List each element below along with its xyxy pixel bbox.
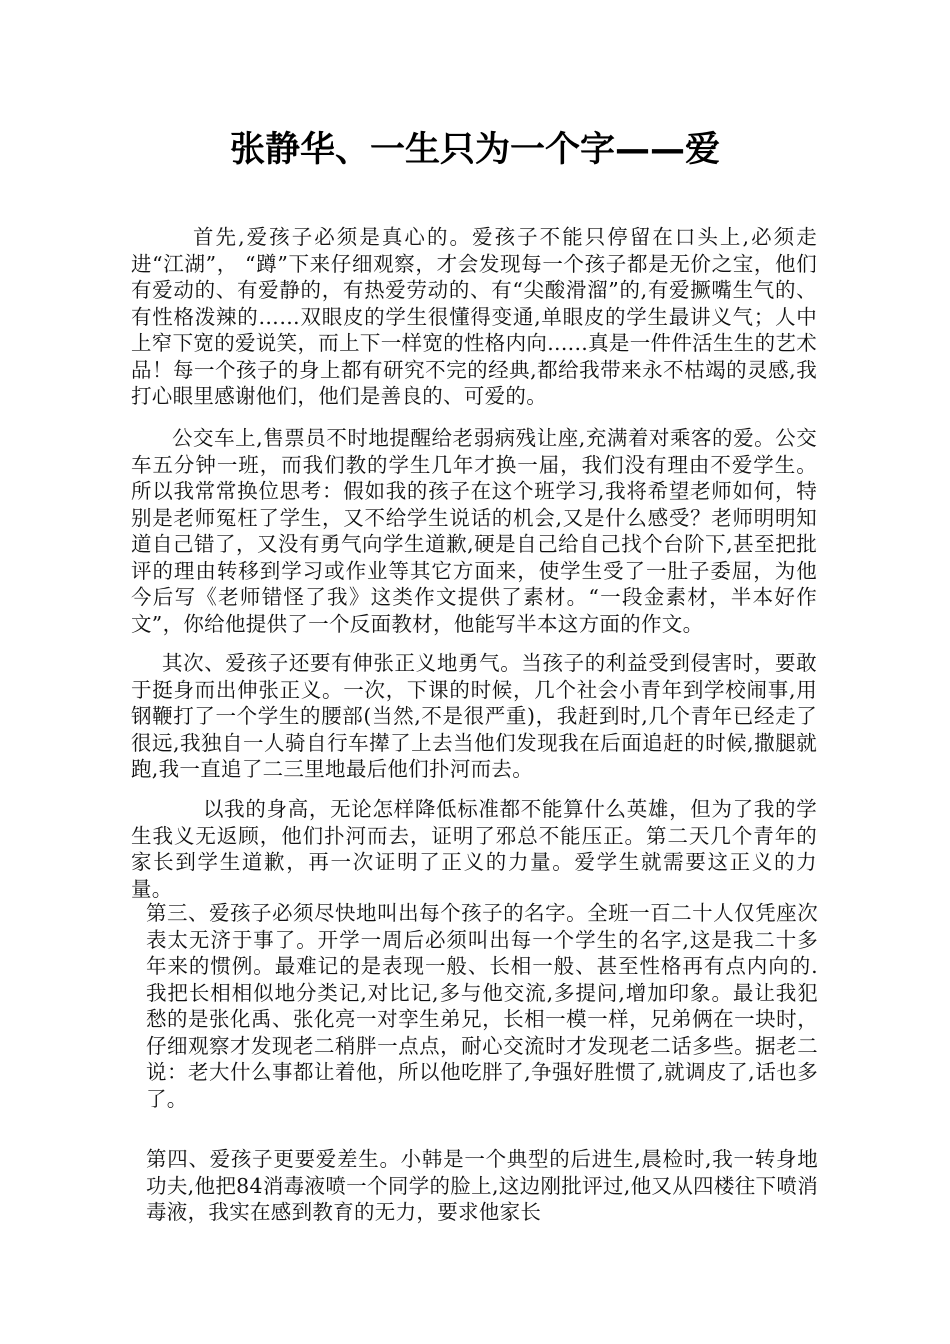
paragraph-3: 其次、爱孩子还要有伸张正义地勇气。当孩子的利益受到侵害时，要敢于挺身而出伸张正义。一次，下课的时候，几个社会小青年到学校闹事,用钢鞭打了一个学生的腰部(当然,不是很严重)，我赶到时,几个青年已经走了很远,我独自一人骑自行车撵了上去当他们发现我在后面追赶的时候,撒腿就跑,我一直追了二三里地最后他们扑河而去。 [131, 651, 817, 781]
paragraph-5: 第三、爱孩子必须尽快地叫出每个孩子的名字。全班一百二十人仅凭座次表太无济于事了。开学一周后必须叫出每一个学生的名字,这是我二十多年来的惯例。最难记的是表现一般、长相一般、甚至性格再有点内向的.我把长相相似地分类记,对比记,多与他交流,多提问,增加印象。最让我犯愁的是张化禹、张化亮一对孪生弟兄，长相一模一样，兄弟俩在一块时，仔细观察才发现老二稍胖一点点，耐心交流时才发现老二话多些。据老二说：老大什么事都让着他，所以他吃胖了,争强好胜惯了,就调皮了,话也多了。 [146, 901, 818, 1111]
paragraph-4: 以我的身高，无论怎样降低标准都不能算什么英雄，但为了我的学生我义无返顾，他们扑河而去，证明了邪总不能压正。第二天几个青年的家长到学生道歉，再一次证明了正义的力量。爱学生就需要这正义的力量。 [131, 797, 817, 901]
paragraph-1: 首先,爱孩子必须是真心的。爱孩子不能只停留在口头上,必须走进“江湖”， “蹲”下来仔细观察，才会发现每一个孩子都是无价之宝，他们有爱动的、有爱静的，有热爱劳动的、有“尖酸滑溜”的,有爱撅嘴生气的、有性格泼辣的……双眼皮的学生很懂得变通,单眼皮的学生最讲义气；人中上窄下宽的爱说笑，而上下一样宽的性格内向......真是一件件活生生的艺术品！每一个孩子的身上都有研究不完的经典,都给我带来永不枯竭的灵感,我打心眼里感谢他们，他们是善良的、可爱的。 [131, 225, 817, 408]
paragraph-6: 第四、爱孩子更要爱差生。小韩是一个典型的后进生,晨检时,我一转身地功夫,他把84消毒液喷一个同学的脸上,这边刚批评过,他又从四楼往下喷消毒液，我实在感到教育的无力，要求他家长 [146, 1147, 818, 1224]
document-title: 张静华、一生只为一个字——爱 [229, 130, 720, 170]
paragraph-2: 公交车上,售票员不时地提醒给老弱病残让座,充满着对乘客的爱。公交车五分钟一班，而我们教的学生几年才换一届，我们没有理由不爱学生。所以我常常换位思考：假如我的孩子在这个班学习,我将希望老师如何，特别是老师冤枉了学生，又不给学生说话的机会,又是什么感受？老师明明知道自己错了，又没有勇气向学生道歉,硬是自己给自己找个台阶下,甚至把批评的理由转移到学习或作业等其它方面来，使学生受了一肚子委屈，为他今后写《老师错怪了我》这类作文提供了素材。“一段金素材，半本好作文”，你给他提供了一个反面教材，他能写半本这方面的作文。 [131, 426, 817, 636]
